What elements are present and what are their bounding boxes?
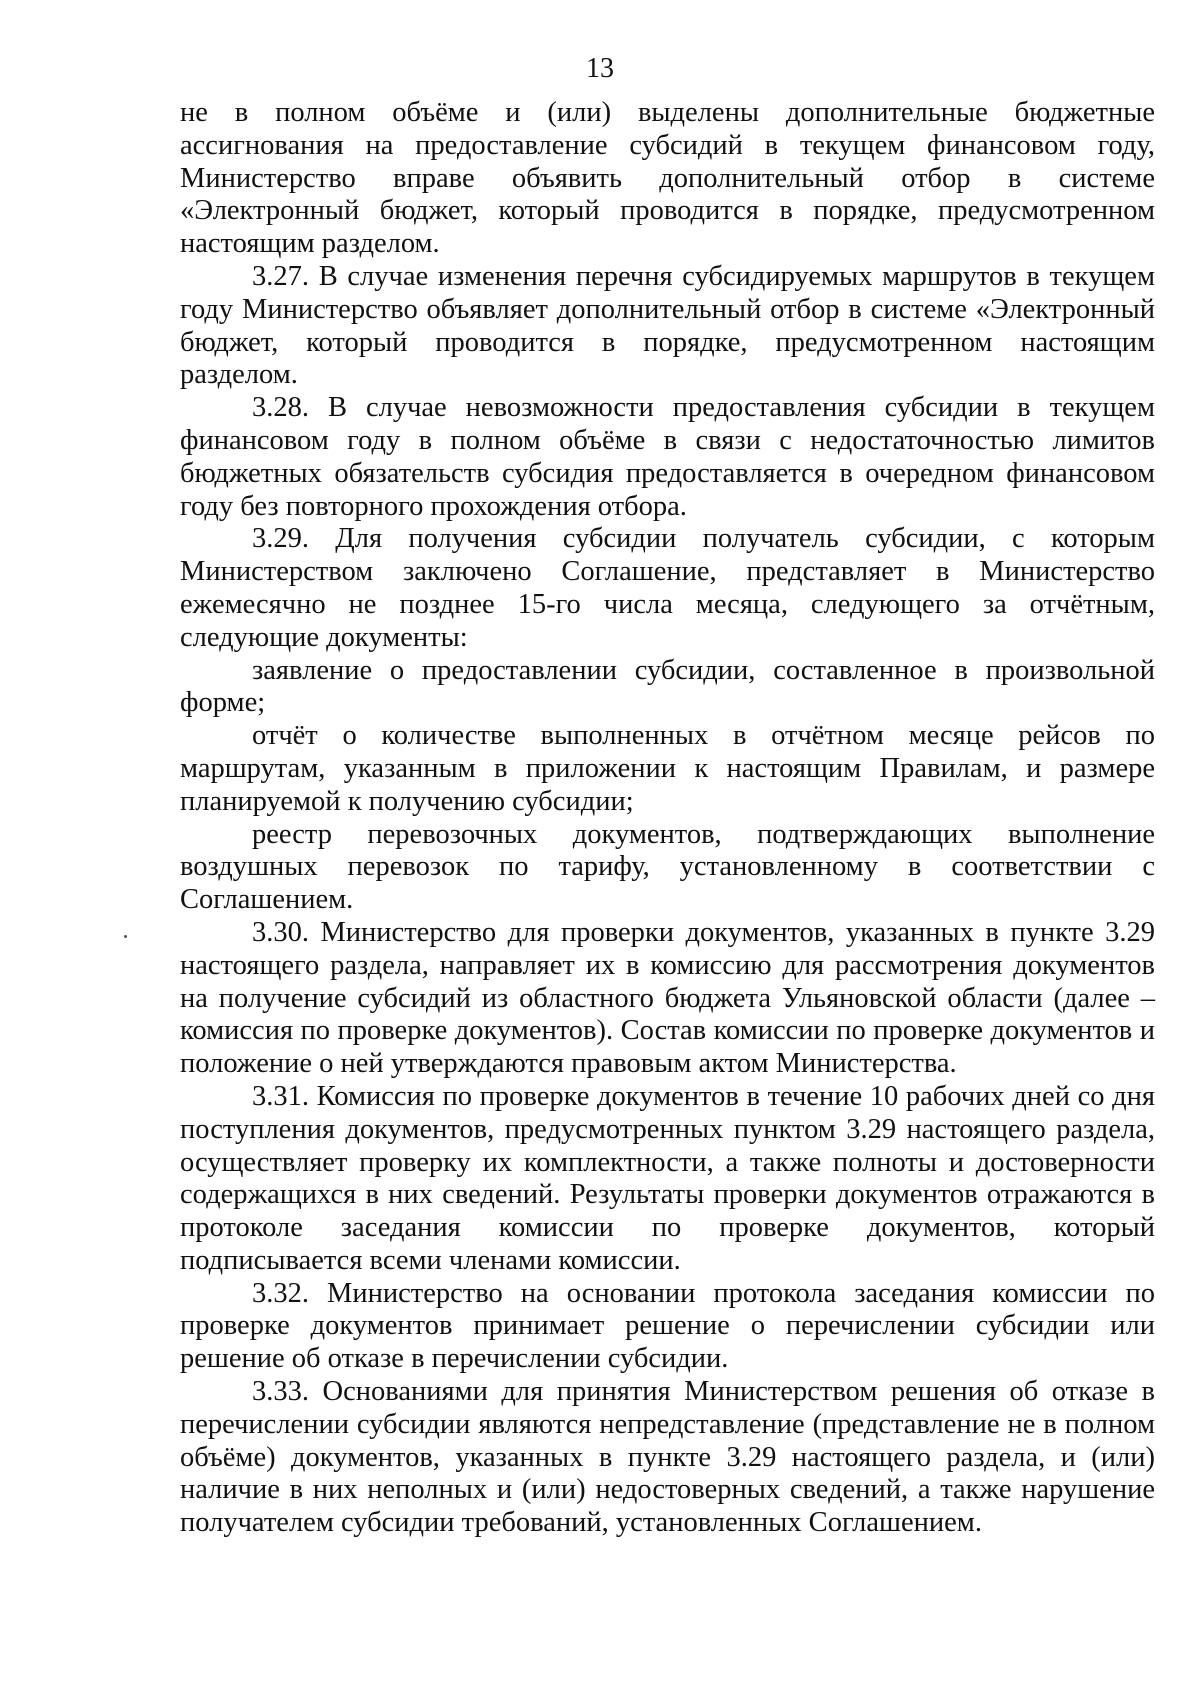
paragraph-3-31: 3.31. Комиссия по проверке документов в течение 10 рабочих дней со дня поступления документов, предусмотренных пунктом 3.29 настоящего раздела, осуществляет проверку их комплектности, а также полноты и достоверности содержащихся в них сведений. Результаты проверки документов отражаются в протоколе заседания комиссии по проверке документов, который подписывается всеми членами комиссии. — [180, 1080, 1155, 1276]
paragraph-3-27: 3.27. В случае изменения перечня субсидируемых маршрутов в текущем году Министерство объявляет дополнительный отбор в системе «Электронный бюджет, который проводится в порядке, предусмотренном настоящим разделом. — [180, 260, 1155, 391]
paragraph-3-29-item-report: отчёт о количестве выполненных в отчётном месяце рейсов по маршрутам, указанным в приложении к настоящим Правилам, и размере планируемой к получению субсидии; — [180, 720, 1155, 817]
scan-speck — [124, 935, 127, 938]
document-body — [180, 97, 1155, 1540]
paragraph-3-32: 3.32. Министерство на основании протокола заседания комиссии по проверке документов принимает решение о перечислении субсидии или решение об отказе в перечислении субсидии. — [180, 1277, 1155, 1375]
paragraph-3-33: 3.33. Основаниями для принятия Министерством решения об отказе в перечислении субсидии являются непредставление (представление не в полном объёме) документов, указанных в пункте 3.29 настоящего раздела, и (или) наличие в них неполных и (или) недостоверных сведений, а также нарушение получателем субсидии требований, установленных Соглашением. — [180, 1376, 1155, 1539]
paragraph-continuation: не в полном объёме и (или) выделены дополнительные бюджетные ассигнования на предоставление субсидий в текущем финансовом году, Министерство вправе объявить дополнительный отбор в системе «Электронный бюджет, который проводится в порядке, предусмотренном настоящим разделом. — [180, 97, 1155, 260]
paragraph-3-30: 3.30. Министерство для проверки документов, указанных в пункте 3.29 настоящего раздела, направляет их в комиссию для рассмотрения документов на получение субсидий из областного бюджета Ульяновской области (далее – комиссия по проверке документов). Состав комиссии по проверке документов и положение о ней утверждаются правовым актом Министерства. — [180, 916, 1155, 1080]
paragraph-3-29: 3.29. Для получения субсидии получатель субсидии, с которым Министерством заключено Соглашение, представляет в Министерство ежемесячно не позднее 15-го числа месяца, следующего за отчётным, следующие документы: — [180, 523, 1155, 653]
paragraph-3-28: 3.28. В случае невозможности предоставления субсидии в текущем финансовом году в полном объёме в связи с недостаточностью лимитов бюджетных обязательств субсидия предоставляется в очередном финансовом году без повторного прохождения отбора. — [180, 392, 1155, 522]
page-number: 13 — [586, 53, 614, 84]
paragraph-3-29-item-application: заявление о предоставлении субсидии, составленное в произвольной форме; — [180, 654, 1155, 719]
paragraph-3-29-item-registry: реестр перевозочных документов, подтверждающих выполнение воздушных перевозок по тарифу, установленному в соответствии с Соглашением. — [180, 818, 1155, 916]
